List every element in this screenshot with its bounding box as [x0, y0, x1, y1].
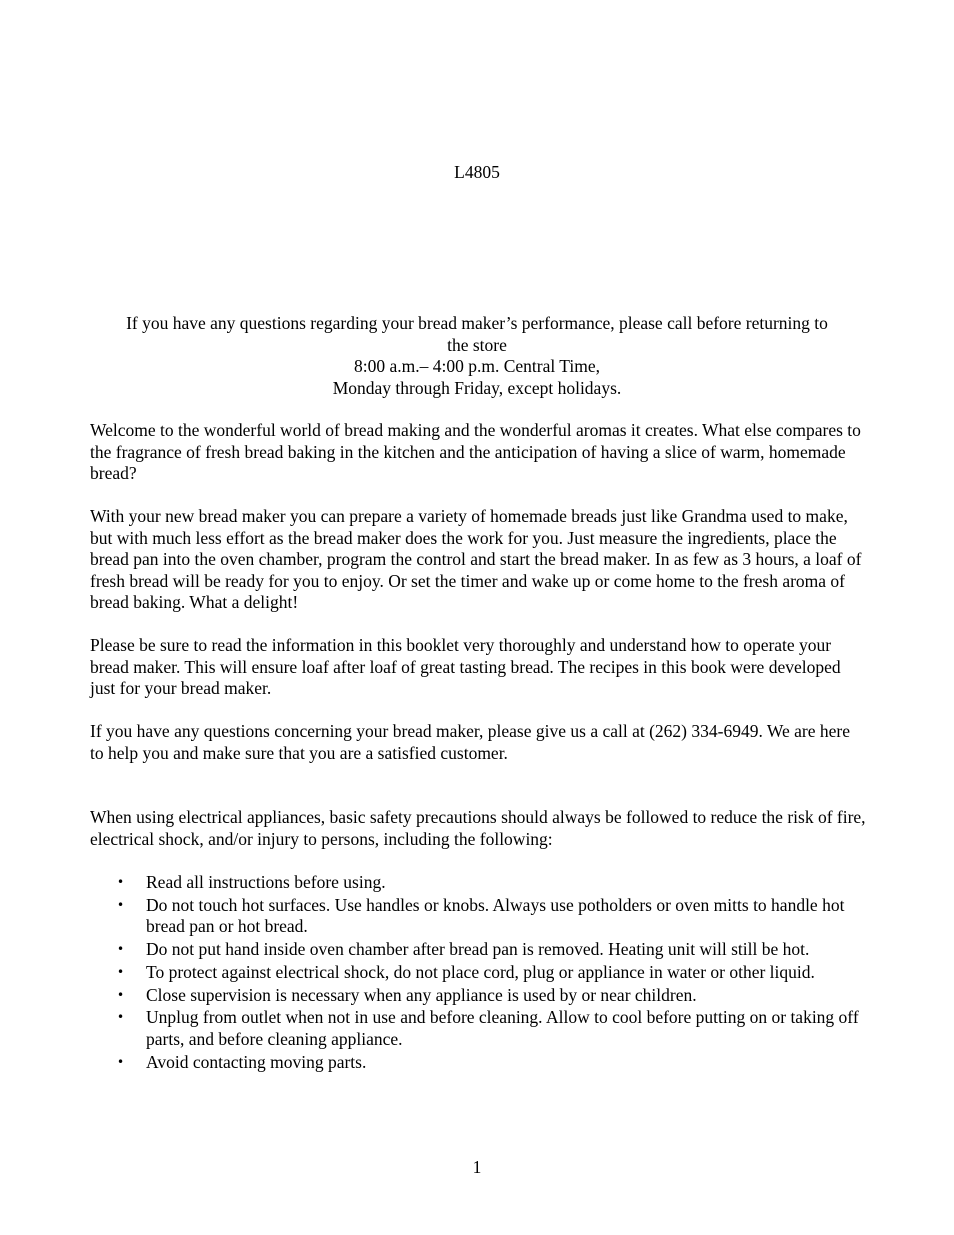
bullet-icon: • — [117, 987, 125, 1002]
read-booklet-paragraph — [90, 635, 866, 700]
bullet-icon: • — [117, 1010, 125, 1025]
contact-line-2: the store — [447, 334, 507, 355]
model-number: L4805 — [454, 162, 500, 182]
list-item — [90, 872, 866, 894]
list-item — [90, 962, 866, 984]
safety-intro-text: When using electrical appliances, basic safety precautions should always be followed to reduce the risk of fire, electrical shock, and/or injury to persons, including the following: — [90, 807, 866, 849]
bullet-icon: • — [117, 964, 125, 979]
list-item-text: Do not put hand inside oven chamber after bread pan is removed. Heating unit will still be hot. — [146, 939, 810, 960]
bullet-icon: • — [117, 1054, 125, 1069]
list-item — [90, 1052, 866, 1074]
bullet-icon: • — [117, 942, 125, 957]
bullet-icon: • — [117, 875, 125, 889]
list-item-text: Close supervision is necessary when any appliance is used by or near children. — [146, 984, 697, 1005]
contact-block — [90, 313, 864, 399]
list-item-text: Avoid contacting moving parts. — [146, 1051, 367, 1072]
read-booklet-text: Please be sure to read the information in this booklet very thoroughly and understand how to operate your bread maker. This will ensure loaf after loaf of great tasting bread. The recipes in this book were developed just for your bread maker. — [90, 635, 841, 698]
contact-hours: 8:00 a.m.– 4:00 p.m. Central Time, — [354, 356, 600, 376]
intro-text: With your new bread maker you can prepare a variety of homemade breads just like Grandma used to make, but with much less effort as the bread maker does the work for you. Just measure the ingredients, place the bread pan into the oven chamber, program the control and start the bread maker. In as few as 3 hours, a loaf of fresh bread will be ready for you to enjoy. Or set the timer and wake up or come home to the fresh aroma of bread baking. What a delight! — [90, 506, 862, 612]
safety-intro-paragraph — [90, 807, 866, 850]
safety-list — [90, 872, 866, 1075]
list-item — [90, 939, 866, 961]
list-item — [90, 895, 866, 938]
questions-paragraph — [90, 721, 866, 764]
list-item-text: Read all instructions before using. — [146, 872, 386, 892]
list-item-text: Do not touch hot surfaces. Use handles or knobs. Always use potholders or oven mitts to handle hot bread pan or hot bread. — [146, 894, 845, 937]
welcome-text: Welcome to the wonderful world of bread making and the wonderful aromas it creates. What else compares to the fragrance of fresh bread baking in the kitchen and the anticipation of having a slice of warm, homemade bread? — [90, 420, 861, 483]
contact-line-1: If you have any questions regarding your bread maker’s performance, please call before returning to — [126, 313, 828, 333]
page-number: 1 — [472, 1157, 482, 1177]
contact-days: Monday through Friday, except holidays. — [332, 377, 622, 398]
list-item — [90, 985, 866, 1007]
welcome-paragraph — [90, 420, 866, 485]
list-item-text: Unplug from outlet when not in use and before cleaning. Allow to cool before putting on or taking off parts, and before cleaning appliance. — [146, 1007, 859, 1049]
bullet-icon: • — [117, 897, 125, 912]
questions-text: If you have any questions concerning your bread maker, please give us a call at (262) 334-6949. We are here to help you and make sure that you are a satisfied customer. — [90, 721, 850, 763]
intro-paragraph — [90, 506, 866, 614]
list-item-text: To protect against electrical shock, do not place cord, plug or appliance in water or other liquid. — [146, 961, 815, 982]
list-item — [90, 1007, 866, 1050]
